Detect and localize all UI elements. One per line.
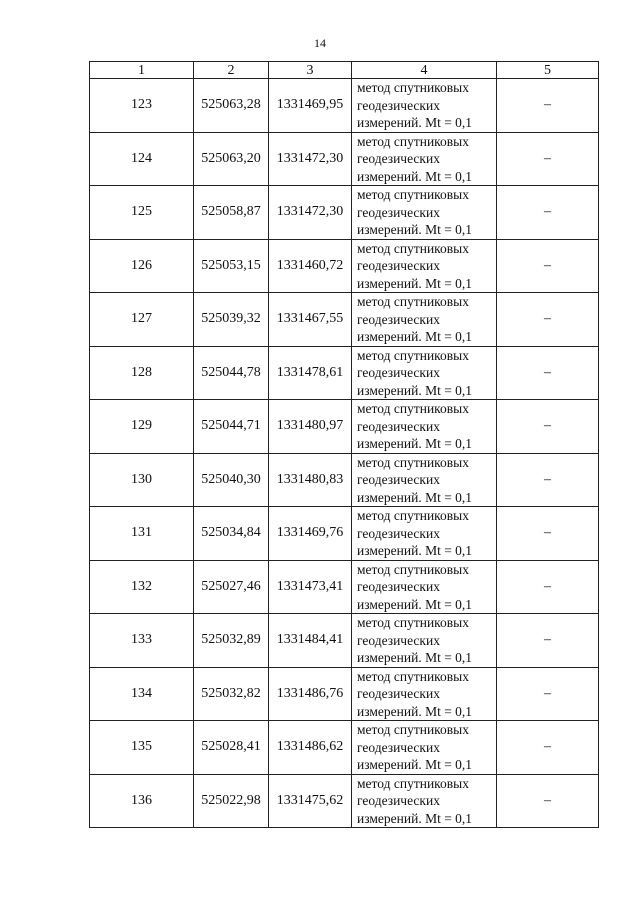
method-line: измерений. Mt = 0,1 bbox=[357, 810, 473, 826]
x-coordinate-cell: 525044,71 bbox=[194, 400, 269, 454]
note-cell: – bbox=[497, 400, 599, 454]
point-number-cell: 132 bbox=[90, 560, 194, 614]
x-coordinate-cell: 525044,78 bbox=[194, 346, 269, 400]
x-coordinate-cell: 525063,20 bbox=[194, 132, 269, 186]
method-line: измерений. Mt = 0,1 bbox=[357, 757, 473, 772]
table-body bbox=[90, 79, 599, 828]
method-line: метод спутниковых bbox=[357, 775, 469, 791]
point-number-cell: 127 bbox=[90, 293, 194, 347]
method-cell bbox=[352, 774, 497, 828]
method-line: метод спутниковых bbox=[357, 294, 469, 309]
note-cell: – bbox=[497, 667, 599, 721]
x-coordinate-cell: 525063,28 bbox=[194, 79, 269, 133]
method-line: измерений. Mt = 0,1 bbox=[357, 222, 473, 237]
point-number-cell: 134 bbox=[90, 667, 194, 721]
table-row bbox=[90, 346, 599, 400]
point-number-cell: 125 bbox=[90, 186, 194, 240]
point-number-cell: 136 bbox=[90, 774, 194, 828]
method-line: геодезических bbox=[357, 365, 440, 380]
method-line: метод спутниковых bbox=[357, 401, 469, 416]
point-number-cell: 126 bbox=[90, 239, 194, 293]
header-col-3: 3 bbox=[269, 62, 352, 79]
method-cell bbox=[352, 667, 497, 721]
method-line: измерений. Mt = 0,1 bbox=[357, 436, 473, 451]
method-line: геодезических bbox=[357, 311, 440, 327]
method-line: измерений. Mt = 0,1 bbox=[357, 382, 473, 398]
method-cell bbox=[352, 614, 497, 668]
method-line: метод спутниковых bbox=[357, 240, 469, 256]
y-coordinate-cell: 1331484,41 bbox=[269, 614, 352, 668]
x-coordinate-cell: 525032,82 bbox=[194, 667, 269, 721]
x-coordinate-cell: 525053,15 bbox=[194, 239, 269, 293]
table-header bbox=[90, 62, 599, 79]
method-line: метод спутниковых bbox=[357, 347, 469, 363]
y-coordinate-cell: 1331472,30 bbox=[269, 186, 352, 240]
table-row bbox=[90, 721, 599, 775]
point-number-cell: 133 bbox=[90, 614, 194, 668]
note-cell: – bbox=[497, 79, 599, 133]
header-row bbox=[90, 62, 599, 79]
method-line: измерений. Mt = 0,1 bbox=[357, 329, 473, 344]
x-coordinate-cell: 525039,32 bbox=[194, 293, 269, 347]
y-coordinate-cell: 1331469,95 bbox=[269, 79, 352, 133]
method-line: метод спутниковых bbox=[357, 722, 469, 737]
table-row bbox=[90, 400, 599, 454]
method-line: геодезических bbox=[357, 632, 440, 648]
method-line: метод спутниковых bbox=[357, 133, 469, 149]
table-row bbox=[90, 774, 599, 828]
method-cell bbox=[352, 132, 497, 186]
method-line: измерений. Mt = 0,1 bbox=[357, 489, 473, 505]
y-coordinate-cell: 1331472,30 bbox=[269, 132, 352, 186]
method-line: метод спутниковых bbox=[357, 615, 469, 630]
method-line: геодезических bbox=[357, 793, 440, 808]
y-coordinate-cell: 1331473,41 bbox=[269, 560, 352, 614]
method-line: измерений. Mt = 0,1 bbox=[357, 543, 473, 558]
point-number-cell: 129 bbox=[90, 400, 194, 454]
method-cell bbox=[352, 239, 497, 293]
point-number-cell: 135 bbox=[90, 721, 194, 775]
table-row bbox=[90, 239, 599, 293]
method-line: измерений. Mt = 0,1 bbox=[357, 115, 473, 130]
table-row bbox=[90, 186, 599, 240]
method-line: геодезических bbox=[357, 97, 440, 113]
header-col-1: 1 bbox=[90, 62, 194, 79]
method-line: геодезических bbox=[357, 472, 440, 487]
point-number-cell: 124 bbox=[90, 132, 194, 186]
method-cell bbox=[352, 507, 497, 561]
method-line: геодезических bbox=[357, 151, 440, 166]
x-coordinate-cell: 525022,98 bbox=[194, 774, 269, 828]
note-cell: – bbox=[497, 239, 599, 293]
table-row bbox=[90, 614, 599, 668]
method-line: измерений. Mt = 0,1 bbox=[357, 275, 473, 291]
point-number-cell: 131 bbox=[90, 507, 194, 561]
method-cell bbox=[352, 186, 497, 240]
note-cell: – bbox=[497, 560, 599, 614]
y-coordinate-cell: 1331480,97 bbox=[269, 400, 352, 454]
coordinates-table bbox=[89, 61, 599, 828]
method-line: метод спутниковых bbox=[357, 668, 469, 684]
method-line: измерений. Mt = 0,1 bbox=[357, 168, 473, 184]
method-line: метод спутниковых bbox=[357, 561, 469, 577]
y-coordinate-cell: 1331469,76 bbox=[269, 507, 352, 561]
method-line: метод спутниковых bbox=[357, 187, 469, 202]
method-line: измерений. Mt = 0,1 bbox=[357, 596, 473, 612]
header-col-4: 4 bbox=[352, 62, 497, 79]
note-cell: – bbox=[497, 293, 599, 347]
note-cell: – bbox=[497, 507, 599, 561]
method-line: метод спутниковых bbox=[357, 80, 469, 95]
page-number: 14 bbox=[314, 36, 326, 50]
x-coordinate-cell: 525027,46 bbox=[194, 560, 269, 614]
method-line: измерений. Mt = 0,1 bbox=[357, 703, 473, 719]
method-line: геодезических bbox=[357, 204, 440, 220]
y-coordinate-cell: 1331480,83 bbox=[269, 453, 352, 507]
method-line: геодезических bbox=[357, 739, 440, 755]
y-coordinate-cell: 1331475,62 bbox=[269, 774, 352, 828]
method-cell bbox=[352, 400, 497, 454]
method-cell bbox=[352, 453, 497, 507]
y-coordinate-cell: 1331486,62 bbox=[269, 721, 352, 775]
point-number-cell: 123 bbox=[90, 79, 194, 133]
method-cell bbox=[352, 79, 497, 133]
x-coordinate-cell: 525058,87 bbox=[194, 186, 269, 240]
method-cell bbox=[352, 721, 497, 775]
method-cell bbox=[352, 293, 497, 347]
table-row bbox=[90, 132, 599, 186]
point-number-cell: 130 bbox=[90, 453, 194, 507]
note-cell: – bbox=[497, 453, 599, 507]
header-col-2: 2 bbox=[194, 62, 269, 79]
note-cell: – bbox=[497, 132, 599, 186]
header-col-5: 5 bbox=[497, 62, 599, 79]
method-line: геодезических bbox=[357, 686, 440, 701]
note-cell: – bbox=[497, 346, 599, 400]
table-row bbox=[90, 293, 599, 347]
table-row bbox=[90, 560, 599, 614]
method-line: геодезических bbox=[357, 258, 440, 273]
point-number-cell: 128 bbox=[90, 346, 194, 400]
method-line: метод спутниковых bbox=[357, 454, 469, 470]
method-line: измерений. Mt = 0,1 bbox=[357, 650, 473, 665]
x-coordinate-cell: 525034,84 bbox=[194, 507, 269, 561]
method-cell bbox=[352, 346, 497, 400]
table-row bbox=[90, 667, 599, 721]
x-coordinate-cell: 525032,89 bbox=[194, 614, 269, 668]
method-line: геодезических bbox=[357, 418, 440, 434]
y-coordinate-cell: 1331467,55 bbox=[269, 293, 352, 347]
method-line: метод спутниковых bbox=[357, 508, 469, 523]
y-coordinate-cell: 1331460,72 bbox=[269, 239, 352, 293]
note-cell: – bbox=[497, 721, 599, 775]
x-coordinate-cell: 525040,30 bbox=[194, 453, 269, 507]
note-cell: – bbox=[497, 774, 599, 828]
x-coordinate-cell: 525028,41 bbox=[194, 721, 269, 775]
y-coordinate-cell: 1331486,76 bbox=[269, 667, 352, 721]
table-row bbox=[90, 507, 599, 561]
table-row bbox=[90, 79, 599, 133]
table-row bbox=[90, 453, 599, 507]
method-line: геодезических bbox=[357, 525, 440, 541]
method-cell bbox=[352, 560, 497, 614]
note-cell: – bbox=[497, 186, 599, 240]
y-coordinate-cell: 1331478,61 bbox=[269, 346, 352, 400]
method-line: геодезических bbox=[357, 579, 440, 594]
note-cell: – bbox=[497, 614, 599, 668]
